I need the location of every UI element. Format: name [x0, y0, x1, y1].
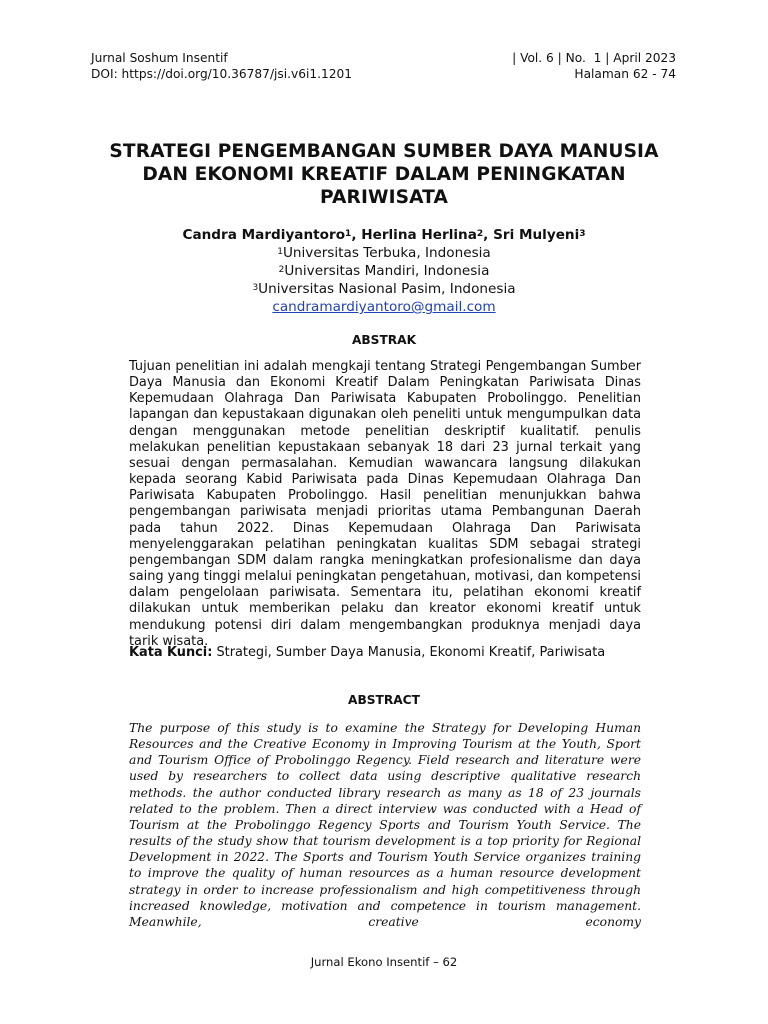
- author-2: Herlina Herlina: [361, 227, 477, 243]
- author-3: Sri Mulyeni: [493, 227, 580, 243]
- page-footer: Jurnal Ekono Insentif – 62: [310, 955, 458, 969]
- running-header-right: [512, 50, 676, 82]
- author-1-affil-mark: 1: [345, 229, 352, 239]
- author-3-affil-mark: 3: [579, 229, 586, 239]
- author-separator: ,: [483, 227, 494, 243]
- affiliation-3: [60, 280, 708, 298]
- abstrak-body: Tujuan penelitian ini adalah mengkaji tentang Strategi Pengembangan Sumber Daya Manusia dan Ekonomi Kreatif Dalam Peningkatan Pariwisata Dinas Kepemudaan Olahraga Dan Pariwisata Kabupaten Probolinggo. Penelitian lapangan dan kepustakaan digunakan oleh peneliti untuk mengumpulkan data dengan menggunakan metode penelitian deskriptif kualitatif. penulis melakukan penelitian kepustakaan sebanyak 18 dari 23 jurnal terkait yang sesuai dengan permasalahan. Kemudian wawancara langsung dilakukan kepada seorang Kabid Pariwisata pada Dinas Kepemudaan Olahraga Dan Pariwisata Kabupaten Probolinggo. Hasil penelitian menunjukkan bahwa pengembangan pariwisata menjadi prioritas utama Pembangunan Daerah pada tahun 2022. Dinas Kepemudaan Olahraga Dan Pariwisata menyelenggarakan pelatihan peningkatan kualitas SDM sebagai strategi pengembangan SDM dalam rangka meningkatkan profesionalisme dan daya saing yang tinggi melalui peningkatan pengetahuan, motivasi, dan kompetensi dalam pengelolaan pariwisata. Sementara itu, pelatihan ekonomi kreatif dilakukan untuk memberikan pelaku dan kreator ekonomi kreatif untuk mendukung potensi diri dalam mengembangkan produknya menjadi daya tarik wisata.: [129, 359, 641, 649]
- keywords-text: Strategi, Sumber Daya Manusia, Ekonomi Kreatif, Pariwisata: [212, 645, 606, 660]
- affiliation-1: [60, 244, 708, 262]
- affiliation-list: [60, 244, 708, 316]
- title-line-2: DAN EKONOMI KREATIF DALAM PENINGKATAN: [142, 164, 626, 185]
- author-email-link[interactable]: candramardiyantoro@gmail.com: [272, 299, 496, 315]
- affiliation-mark: 2: [278, 265, 285, 275]
- volume-line: | Vol. 6 | No. 1 | April 2023: [512, 51, 676, 65]
- keywords-line: [129, 645, 649, 661]
- affiliation-text: Universitas Nasional Pasim, Indonesia: [258, 281, 516, 297]
- author-separator: ,: [351, 227, 362, 243]
- abstrak-heading: ABSTRAK: [351, 333, 417, 347]
- affiliation-2: [60, 262, 708, 280]
- abstract-heading: ABSTRACT: [348, 693, 420, 707]
- keywords-label: Kata Kunci:: [129, 645, 213, 660]
- author-2-affil-mark: 2: [476, 229, 484, 239]
- affiliation-text: Universitas Terbuka, Indonesia: [282, 245, 491, 261]
- pages-line: Halaman 62 - 74: [574, 67, 676, 81]
- affiliation-mark: 1: [277, 247, 283, 257]
- journal-name: Jurnal Soshum Insentif: [91, 51, 228, 65]
- author-list: [60, 226, 708, 244]
- title-line-1: STRATEGI PENGEMBANGAN SUMBER DAYA MANUSIA: [109, 141, 659, 162]
- abstract-body: The purpose of this study is to examine the Strategy for Developing Human Resources and the Creative Economy in Improving Tourism at the Youth, Sport and Tourism Office of Probolinggo Regency. Field research and literature were used by researchers to collect data using descriptive qualitative research methods. the author conducted library research as many as 18 of 23 journals related to the problem. Then a direct interview was conducted with a Head of Tourism at the Probolinggo Regency Sports and Tourism Youth Service. The results of the study show that tourism development is a top priority for Regional Development in 2022. The Sports and Tourism Youth Service organizes training to improve the quality of human resources as a human resource development strategy in order to increase professionalism and high competitiveness through increased knowledge, motivation and competence in tourism management. Meanwhile, creative economy: [129, 721, 641, 929]
- affiliation-text: Universitas Mandiri, Indonesia: [284, 263, 490, 279]
- paper-title: [80, 140, 688, 209]
- doi-line: DOI: https://doi.org/10.36787/jsi.v6i1.1201: [91, 67, 353, 81]
- affiliation-mark: 3: [252, 283, 259, 293]
- running-header-left: [91, 50, 352, 82]
- title-line-3: PARIWISATA: [320, 187, 448, 208]
- author-1: Candra Mardiyantoro: [182, 227, 346, 243]
